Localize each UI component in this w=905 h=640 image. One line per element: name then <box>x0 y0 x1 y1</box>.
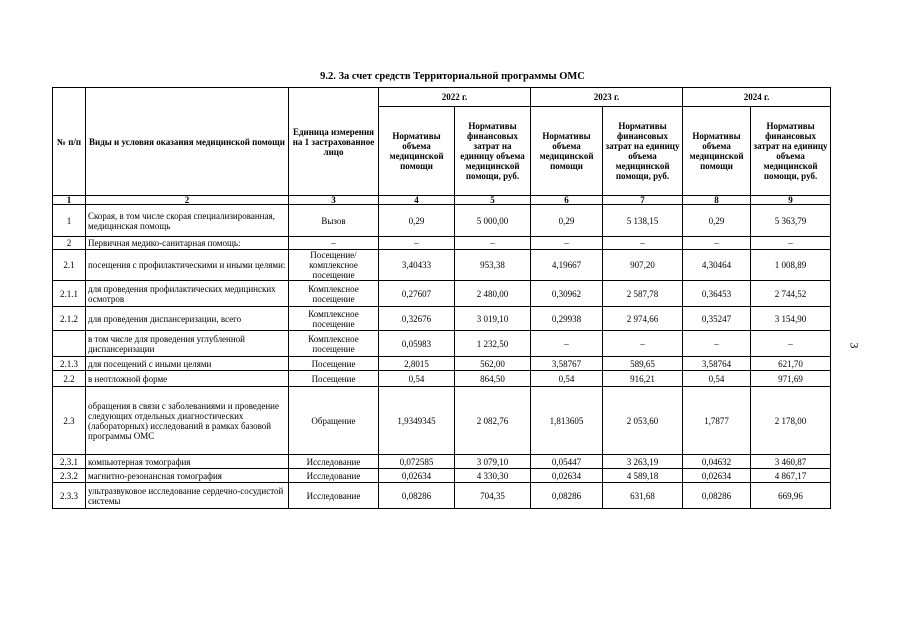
row-volume-2024: – <box>683 237 751 250</box>
header-year-2024: 2024 г. <box>683 88 831 107</box>
row-name: обращения в связи с заболеваниями и проведение следующих отдельных диагностических (лабораторных) исследований в рамках базовой программы ОМС <box>86 387 289 455</box>
header-cost-2024: Нормативы финансовых затрат на единицу объема медицинской помощи, руб. <box>751 107 831 196</box>
row-unit: Комплексное посещение <box>289 281 379 307</box>
row-number: 1 <box>53 205 86 237</box>
row-unit: Посещение <box>289 357 379 371</box>
row-volume-2022: 0,072585 <box>379 455 455 469</box>
column-number: 9 <box>751 196 831 205</box>
column-number: 6 <box>531 196 603 205</box>
row-cost-2024: 4 867,17 <box>751 469 831 483</box>
table-row <box>53 455 831 469</box>
row-number: 2.3 <box>53 387 86 455</box>
table-body <box>53 205 831 509</box>
header-unit: Единица измерения на 1 застрахованное лицо <box>289 88 379 196</box>
row-cost-2023: – <box>603 331 683 357</box>
table-row <box>53 237 831 250</box>
row-number: 2.1.2 <box>53 307 86 331</box>
header-num: № п/п <box>53 88 86 196</box>
row-volume-2024: 0,36453 <box>683 281 751 307</box>
row-volume-2023: 1,813605 <box>531 387 603 455</box>
column-number: 2 <box>86 196 289 205</box>
page-number: 3 <box>847 342 862 349</box>
row-unit: Комплексное посещение <box>289 331 379 357</box>
row-cost-2023: 589,65 <box>603 357 683 371</box>
row-unit: Посещение/ комплексное посещение <box>289 250 379 281</box>
row-volume-2023: 0,05447 <box>531 455 603 469</box>
row-cost-2022: 3 019,10 <box>455 307 531 331</box>
row-volume-2024: 0,29 <box>683 205 751 237</box>
row-cost-2023: 2 974,66 <box>603 307 683 331</box>
row-cost-2024: 3 154,90 <box>751 307 831 331</box>
row-cost-2022: 562,00 <box>455 357 531 371</box>
row-name: посещения с профилактическими и иными целями: <box>86 250 289 281</box>
header-year-2022: 2022 г. <box>379 88 531 107</box>
row-unit: Комплексное посещение <box>289 307 379 331</box>
table-row <box>53 250 831 281</box>
row-number <box>53 331 86 357</box>
row-cost-2023: – <box>603 237 683 250</box>
row-volume-2022: 0,08286 <box>379 483 455 509</box>
row-cost-2022: 4 330,30 <box>455 469 531 483</box>
row-cost-2022: – <box>455 237 531 250</box>
row-name: компьютерная томография <box>86 455 289 469</box>
column-numbers-row <box>53 196 831 205</box>
row-volume-2023: 0,08286 <box>531 483 603 509</box>
table-row <box>53 205 831 237</box>
row-cost-2024: 621,70 <box>751 357 831 371</box>
header-volume-2023: Нормативы объема медицинской помощи <box>531 107 603 196</box>
column-number: 3 <box>289 196 379 205</box>
row-name: Скорая, в том числе скорая специализированная, медицинская помощь <box>86 205 289 237</box>
row-unit: Обращение <box>289 387 379 455</box>
row-volume-2024: 0,35247 <box>683 307 751 331</box>
row-volume-2022: 0,32676 <box>379 307 455 331</box>
row-volume-2022: 0,29 <box>379 205 455 237</box>
row-number: 2 <box>53 237 86 250</box>
row-number: 2.1.3 <box>53 357 86 371</box>
row-number: 2.2 <box>53 371 86 387</box>
header-cost-2022: Нормативы финансовых затрат на единицу объема медицинской помощи, руб. <box>455 107 531 196</box>
row-cost-2022: 2 082,76 <box>455 387 531 455</box>
row-name: ультразвуковое исследование сердечно-сосудистой системы <box>86 483 289 509</box>
row-name: в том числе для проведения углубленной диспансеризации <box>86 331 289 357</box>
row-volume-2023: 4,19667 <box>531 250 603 281</box>
row-volume-2024: 3,58764 <box>683 357 751 371</box>
row-unit: Исследование <box>289 469 379 483</box>
row-cost-2024: – <box>751 331 831 357</box>
row-name: магнитно-резонансная томография <box>86 469 289 483</box>
row-number: 2.1 <box>53 250 86 281</box>
omc-norms-table <box>52 87 831 509</box>
row-volume-2023: 3,58767 <box>531 357 603 371</box>
row-name: для проведения диспансеризации, всего <box>86 307 289 331</box>
row-cost-2022: 953,38 <box>455 250 531 281</box>
row-volume-2022: 0,54 <box>379 371 455 387</box>
row-volume-2023: 0,02634 <box>531 469 603 483</box>
header-volume-2024: Нормативы объема медицинской помощи <box>683 107 751 196</box>
row-number: 2.3.2 <box>53 469 86 483</box>
row-volume-2024: 0,04632 <box>683 455 751 469</box>
column-number: 4 <box>379 196 455 205</box>
row-cost-2024: – <box>751 237 831 250</box>
row-volume-2022: 3,40433 <box>379 250 455 281</box>
row-volume-2023: – <box>531 237 603 250</box>
row-volume-2024: – <box>683 331 751 357</box>
table-title: 9.2. За счет средств Территориальной программы ОМС <box>320 71 585 82</box>
row-number: 2.1.1 <box>53 281 86 307</box>
row-volume-2022: – <box>379 237 455 250</box>
row-volume-2024: 1,7877 <box>683 387 751 455</box>
row-cost-2022: 704,35 <box>455 483 531 509</box>
row-volume-2022: 1,9349345 <box>379 387 455 455</box>
row-cost-2022: 2 480,00 <box>455 281 531 307</box>
row-cost-2024: 971,69 <box>751 371 831 387</box>
table-row <box>53 469 831 483</box>
row-unit: Вызов <box>289 205 379 237</box>
row-volume-2022: 0,05983 <box>379 331 455 357</box>
row-cost-2022: 5 000,00 <box>455 205 531 237</box>
table-row <box>53 387 831 455</box>
table-row <box>53 371 831 387</box>
row-number: 2.3.3 <box>53 483 86 509</box>
row-cost-2024: 2 178,00 <box>751 387 831 455</box>
row-cost-2024: 1 008,89 <box>751 250 831 281</box>
table-row <box>53 483 831 509</box>
row-volume-2022: 0,02634 <box>379 469 455 483</box>
table-row <box>53 357 831 371</box>
row-volume-2022: 2,8015 <box>379 357 455 371</box>
row-cost-2024: 5 363,79 <box>751 205 831 237</box>
row-cost-2024: 3 460,87 <box>751 455 831 469</box>
row-volume-2023: 0,29 <box>531 205 603 237</box>
header-cost-2023: Нормативы финансовых затрат на единицу объема медицинской помощи, руб. <box>603 107 683 196</box>
row-cost-2023: 916,21 <box>603 371 683 387</box>
header-year-2023: 2023 г. <box>531 88 683 107</box>
row-cost-2022: 1 232,50 <box>455 331 531 357</box>
row-name: Первичная медико-санитарная помощь: <box>86 237 289 250</box>
row-volume-2023: 0,30962 <box>531 281 603 307</box>
row-volume-2022: 0,27607 <box>379 281 455 307</box>
row-cost-2024: 669,96 <box>751 483 831 509</box>
row-cost-2023: 5 138,15 <box>603 205 683 237</box>
row-name: в неотложной форме <box>86 371 289 387</box>
row-volume-2024: 0,54 <box>683 371 751 387</box>
row-cost-2023: 631,68 <box>603 483 683 509</box>
row-volume-2024: 0,02634 <box>683 469 751 483</box>
table-row <box>53 307 831 331</box>
table-row <box>53 331 831 357</box>
row-cost-2022: 864,50 <box>455 371 531 387</box>
header-kind: Виды и условия оказания медицинской помощи <box>86 88 289 196</box>
row-cost-2023: 2 053,60 <box>603 387 683 455</box>
row-volume-2024: 4,30464 <box>683 250 751 281</box>
row-unit: Исследование <box>289 483 379 509</box>
row-cost-2024: 2 744,52 <box>751 281 831 307</box>
row-cost-2023: 2 587,78 <box>603 281 683 307</box>
row-number: 2.3.1 <box>53 455 86 469</box>
header-volume-2022: Нормативы объема медицинской помощи <box>379 107 455 196</box>
row-cost-2023: 907,20 <box>603 250 683 281</box>
row-volume-2023: – <box>531 331 603 357</box>
row-cost-2023: 4 589,18 <box>603 469 683 483</box>
table-row <box>53 281 831 307</box>
column-number: 1 <box>53 196 86 205</box>
row-volume-2023: 0,54 <box>531 371 603 387</box>
column-number: 7 <box>603 196 683 205</box>
row-unit: Исследование <box>289 455 379 469</box>
row-volume-2024: 0,08286 <box>683 483 751 509</box>
row-cost-2022: 3 079,10 <box>455 455 531 469</box>
row-unit: Посещение <box>289 371 379 387</box>
row-cost-2023: 3 263,19 <box>603 455 683 469</box>
row-name: для проведения профилактических медицинских осмотров <box>86 281 289 307</box>
row-volume-2023: 0,29938 <box>531 307 603 331</box>
row-name: для посещений с иными целями <box>86 357 289 371</box>
column-number: 5 <box>455 196 531 205</box>
row-unit: – <box>289 237 379 250</box>
column-number: 8 <box>683 196 751 205</box>
